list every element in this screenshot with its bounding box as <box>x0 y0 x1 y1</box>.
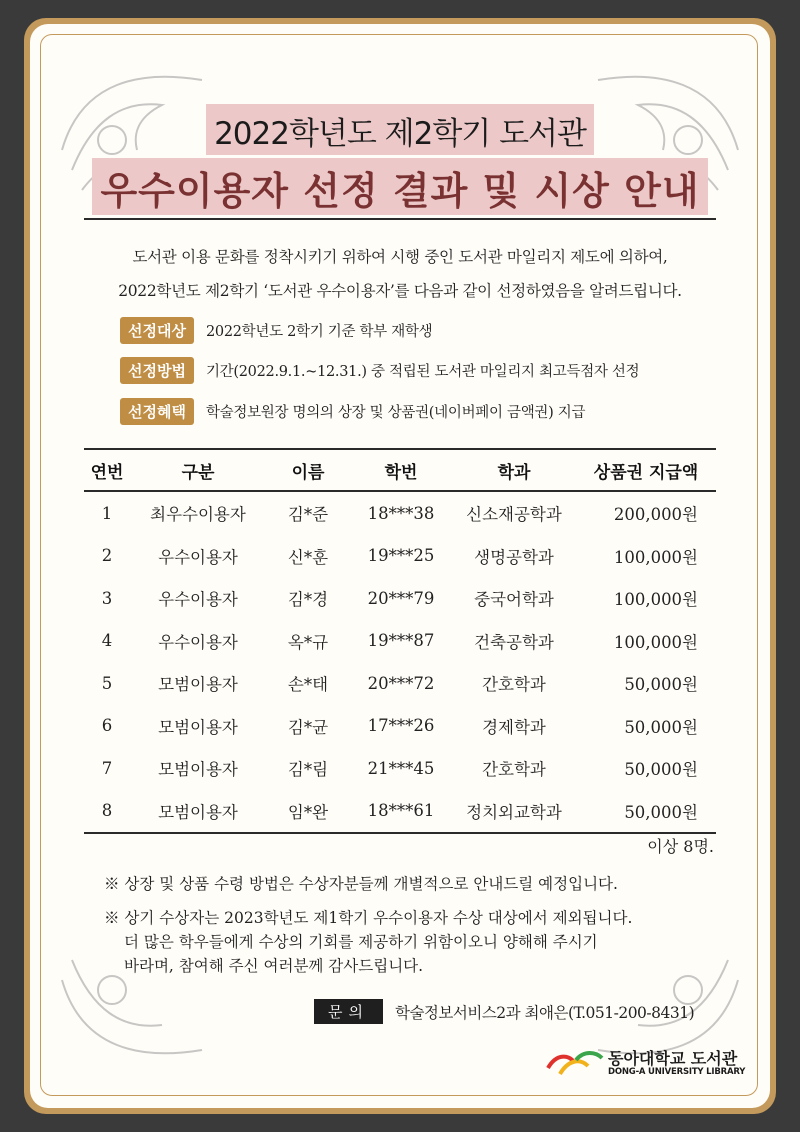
cell-name: 옥*규 <box>287 632 329 652</box>
library-logo <box>546 1048 745 1078</box>
cell-name: 임*완 <box>266 790 350 834</box>
contact-text: 학술정보서비스2과 최애은(T.051-200-8431) <box>394 1003 695 1022</box>
cell-no: 2 <box>101 546 113 566</box>
cell-name: 신*훈 <box>287 547 329 567</box>
cell-no: 4 <box>101 631 113 651</box>
header-department: 학과 <box>452 449 576 491</box>
contact-info <box>314 999 694 1024</box>
title-line-1: 2022학년도 제2학기 도서관 <box>0 104 800 155</box>
intro-paragraph: 도서관 이용 문화를 정착시키기 위하여 시행 중인 도서관 마일리지 제도에 의하여, 2022학년도 제2학기 ‘도서관 우수이용자’를 다음과 같이 선정하였음을 알려드립니다. <box>118 248 682 300</box>
cell-no: 8 <box>84 790 130 834</box>
cell-department: 경제학과 <box>482 717 546 737</box>
table-row <box>84 577 716 620</box>
header-name: 이름 <box>266 449 350 491</box>
contact-label: 문의 <box>314 999 383 1024</box>
info-text: 학술정보원장 명의의 상장 및 상품권(네이버페이 금액권) 지급 <box>205 404 586 421</box>
cell-department: 정치외교학과 <box>452 790 576 834</box>
cell-name: 김*준 <box>287 505 329 525</box>
table-row <box>84 620 716 663</box>
cell-category: 모범이용자 <box>158 675 238 695</box>
table-row <box>84 747 716 790</box>
logo-name: 동아대학교 도서관 <box>608 1048 738 1068</box>
cell-student-id: 18***61 <box>350 790 452 834</box>
table-row <box>84 535 716 578</box>
cell-prize: 50,000원 <box>624 675 698 695</box>
title-divider <box>84 218 716 220</box>
info-label: 선정대상 <box>120 317 194 344</box>
info-method <box>120 356 639 384</box>
cell-name: 김*균 <box>287 717 329 737</box>
cell-department: 신소재공학과 <box>466 505 562 525</box>
cell-category: 우수이용자 <box>158 590 238 610</box>
info-text: 2022학년도 2학기 기준 학부 재학생 <box>205 323 433 340</box>
cell-no: 7 <box>101 758 113 778</box>
info-label: 선정방법 <box>120 357 194 384</box>
cell-category: 모범이용자 <box>130 790 266 834</box>
table-row <box>84 662 716 705</box>
info-target <box>120 316 432 344</box>
cell-department: 건축공학과 <box>474 632 554 652</box>
cell-name: 김*림 <box>287 760 329 780</box>
cell-student-id: 20***72 <box>367 673 435 693</box>
cell-category: 최우수이용자 <box>150 505 246 525</box>
cell-student-id: 18***38 <box>367 503 435 523</box>
cell-prize: 100,000원 <box>613 547 698 567</box>
info-benefit <box>120 397 585 425</box>
cell-prize: 50,000원 <box>576 790 716 834</box>
cell-student-id: 17***26 <box>367 716 435 736</box>
cell-student-id: 19***25 <box>367 546 435 566</box>
winner-count: 이상 8명. <box>647 837 714 856</box>
cell-department: 간호학과 <box>482 675 546 695</box>
logo-subtitle: DONG-A UNIVERSITY LIBRARY <box>608 1066 746 1077</box>
cell-no: 6 <box>101 716 113 736</box>
title-line-2: 우수이용자 선정 결과 및 시상 안내 <box>0 158 800 215</box>
cell-department: 간호학과 <box>482 760 546 780</box>
note-delivery: ※ 상장 및 상품 수령 방법은 수상자분들께 개별적으로 안내드릴 예정입니다. <box>104 875 618 893</box>
cell-name: 손*태 <box>287 675 329 695</box>
header-student-id: 학번 <box>350 449 452 491</box>
cell-department: 중국어학과 <box>474 590 554 610</box>
cell-prize: 100,000원 <box>613 632 698 652</box>
note-exclusion: ※ 상기 수상자는 2023학년도 제1학기 우수이용자 수상 대상에서 제외됩니다. 더 많은 학우들에게 수상의 기회를 제공하기 위함이오니 양해해 주시기 바라며, 참여해 주신 여러분께 감사드립니다. <box>104 909 633 975</box>
header-category: 구분 <box>130 449 266 491</box>
winners-table <box>84 448 716 834</box>
header-prize: 상품권 지급액 <box>576 449 716 491</box>
cell-prize: 50,000원 <box>624 717 698 737</box>
table-row <box>84 705 716 748</box>
cell-prize: 50,000원 <box>624 760 698 780</box>
cell-name: 김*경 <box>287 590 329 610</box>
cell-category: 모범이용자 <box>158 717 238 737</box>
table-row <box>84 790 716 834</box>
cell-no: 5 <box>101 673 113 693</box>
info-text: 기간(2022.9.1.~12.31.) 중 적립된 도서관 마일리지 최고득점자 선정 <box>205 363 640 380</box>
cell-student-id: 20***79 <box>367 588 435 608</box>
cell-no: 3 <box>101 588 113 608</box>
table-header-row <box>84 449 716 491</box>
cell-student-id: 19***87 <box>367 631 435 651</box>
cell-prize: 100,000원 <box>613 590 698 610</box>
cell-category: 우수이용자 <box>158 632 238 652</box>
cell-category: 모범이용자 <box>158 760 238 780</box>
cell-student-id: 21***45 <box>367 758 435 778</box>
info-label: 선정혜택 <box>120 398 194 425</box>
table-row <box>84 491 716 535</box>
cell-department: 생명공학과 <box>474 547 554 567</box>
cell-prize: 200,000원 <box>613 505 698 525</box>
cell-category: 우수이용자 <box>158 547 238 567</box>
university-emblem-icon <box>546 1048 604 1078</box>
header-no: 연번 <box>84 449 130 491</box>
cell-no: 1 <box>101 503 113 523</box>
